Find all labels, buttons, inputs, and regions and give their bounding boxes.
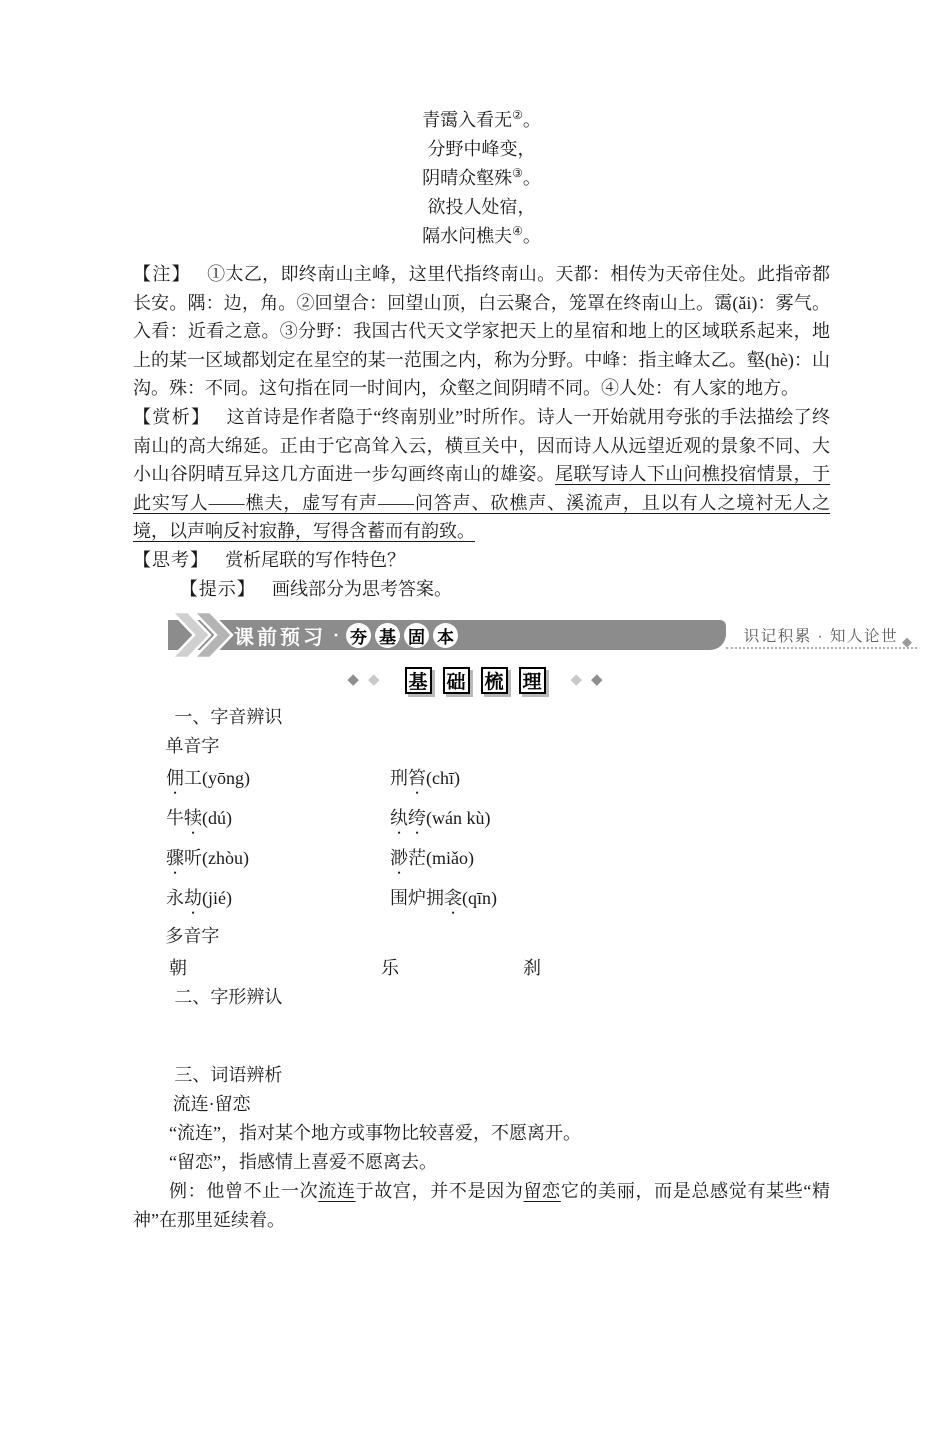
banner-right-caption: 识记积累 · 知人论世 xyxy=(743,628,898,646)
multi-sound-char: 朝 xyxy=(169,958,187,979)
phonetic-item: 刑笞(chī) xyxy=(390,768,460,789)
pinyin: (dú) xyxy=(202,808,232,829)
phonetic-item xyxy=(390,803,830,838)
hint-label: 【提示】 xyxy=(179,578,256,599)
phonetic-item: 佣工(yōng) xyxy=(166,768,250,789)
think-text: 赏析尾联的写作特色？ xyxy=(225,549,406,570)
phonetic-item: 围炉拥衾(qīn) xyxy=(390,888,497,909)
heading-char-box: 理 xyxy=(519,667,546,694)
definition-line: “留恋”，指感情上喜爱不愿离去。 xyxy=(169,1151,437,1172)
section1-title: 一、字音辨识 xyxy=(174,707,283,728)
emphasized-char: 劫 xyxy=(184,888,202,909)
multi-sound-row xyxy=(133,954,830,983)
emphasized-char: 衾 xyxy=(444,888,462,909)
notes-text: ①太乙，即终南山主峰，这里代指终南山。天都：相传为天帝住处。此指帝都长安。隅：边，角。②回望合：回望山顶，白云聚合，笼罩在终南山上。霭(ǎi)：雾气。入看：近看之意。③分野：我国古代天文学家把天上的星宿和地上的区域联系起来，地上的某一区域都划定在星空的某一范围之内，称为分野。中峰：指主峰太乙。壑(hè)：山沟。殊：不同。这句指在同一时间内，众壑之间阴晴不同。④人处：有人家的地方。 xyxy=(133,264,830,399)
banner-badge-char: 夯 xyxy=(346,623,371,648)
emphasized-char: 纨绔 xyxy=(390,808,426,829)
banner-title: 课前预习 xyxy=(234,626,326,649)
notes-paragraph xyxy=(133,260,830,403)
pinyin: (zhòu) xyxy=(202,848,249,869)
diamond-icon: ◆ xyxy=(347,672,359,689)
pinyin: (jié) xyxy=(202,888,232,909)
section-banner xyxy=(0,620,950,650)
multi-sound-char: 乐 xyxy=(381,958,399,979)
underlined-word: 流连 xyxy=(318,1181,356,1202)
banner-badge-char: 固 xyxy=(404,623,429,648)
basics-heading xyxy=(0,667,950,694)
heading-char-box: 础 xyxy=(443,667,470,694)
word-pair-label: 流连·留恋 xyxy=(172,1094,251,1115)
note-ref-mark: ③ xyxy=(512,166,523,180)
example-paragraph: 例：他曾不止一次流连于故宫，并不是因为留恋它的美丽，而是总感觉有某些“精神”在那里延续着。 xyxy=(133,1181,831,1230)
double-chevron-right-icon xyxy=(170,612,242,663)
heading-char-box: 梳 xyxy=(481,667,508,694)
emphasized-char: 佣 xyxy=(166,768,184,789)
poem-line-text: 隔水问樵夫 xyxy=(422,226,513,246)
think-label: 【思考】 xyxy=(133,549,209,570)
heading-char-box: 基 xyxy=(405,667,432,694)
banner-badge-char: 本 xyxy=(433,623,458,648)
pinyin: (wán kù) xyxy=(426,808,491,829)
phonetic-item: 牛犊(dú) xyxy=(166,808,232,829)
emphasized-char: 渺 xyxy=(390,848,408,869)
notes-label: 【注】 xyxy=(133,264,191,284)
pinyin: (yōng) xyxy=(202,768,250,789)
multi-sound-char: 刹 xyxy=(523,958,541,979)
poem-line-punct: 。 xyxy=(522,226,541,246)
pinyin: (miǎo) xyxy=(426,848,474,869)
poem-line xyxy=(133,164,830,193)
banner-title-group xyxy=(234,620,458,650)
poem-line xyxy=(133,193,830,222)
study-sections xyxy=(133,703,830,1234)
poem-line-punct: 。 xyxy=(522,168,541,188)
appreciation-label: 【赏析】 xyxy=(133,406,211,427)
diamond-icon: ◆ xyxy=(591,672,603,689)
poem-line xyxy=(133,106,830,135)
blank-area xyxy=(133,1012,830,1061)
poem-line-punct: 。 xyxy=(522,110,541,130)
section3-title: 三、词语辨析 xyxy=(174,1065,283,1086)
diamond-icon: ◆ xyxy=(570,672,583,689)
banner-dotted-rule xyxy=(726,647,917,649)
multi-sound-label: 多音字 xyxy=(165,926,220,947)
appreciation-text: 这首诗是作者隐于“终南别业”时所作。诗人一开始就用夸张的手法描绘了终南山的高大绵延。正由于它高耸入云，横亘关中，因而诗人从远望近观的景象不同、大小山谷阴晴互异这几方面进一步勾画终南山的雄姿。 xyxy=(133,406,830,485)
poem-line xyxy=(133,135,830,164)
hint-line xyxy=(133,575,830,604)
emphasized-char: 笞 xyxy=(408,768,426,789)
note-ref-mark: ② xyxy=(512,108,523,122)
diamond-icon: ◆ xyxy=(367,672,380,689)
poem-line-text: 青霭入看无 xyxy=(422,110,513,130)
poem-line-text: 欲投人处宿， xyxy=(427,197,536,217)
banner-bar xyxy=(168,620,726,650)
appreciation-underlined-answer: 尾联写诗人下山问樵投宿情景，于此实写人——樵夫，虚写有声——问答声、砍樵声、溪流声，且以有人之境衬无人之境，以声响反衬寂静，写得含蓄而有韵致。 xyxy=(133,464,831,542)
emphasized-char: 犊 xyxy=(184,808,202,829)
single-sound-grid xyxy=(133,763,830,918)
phonetic-item: 渺茫(miǎo) xyxy=(390,848,474,869)
diamond-icon: ◆ xyxy=(902,634,912,650)
section2-title: 二、字形辨认 xyxy=(174,987,283,1008)
poem-line-text: 阴晴众壑殊 xyxy=(422,168,513,188)
hint-text: 画线部分为思考答案。 xyxy=(271,578,452,599)
poem-line xyxy=(133,222,830,251)
page-content xyxy=(133,106,830,603)
banner-badges xyxy=(346,623,458,648)
phonetic-item: 永劫(jié) xyxy=(166,888,232,909)
appreciation-paragraph xyxy=(133,403,830,546)
pinyin: (qīn) xyxy=(462,888,497,909)
note-ref-mark: ④ xyxy=(512,224,523,238)
poem-block xyxy=(133,106,830,251)
think-question xyxy=(133,546,830,575)
underlined-word: 留恋 xyxy=(523,1181,561,1202)
banner-badge-char: 基 xyxy=(375,623,400,648)
poem-line-text: 分野中峰变， xyxy=(427,139,536,159)
pinyin: (chī) xyxy=(426,768,460,789)
phonetic-item: 骤听(zhòu) xyxy=(166,848,249,869)
single-sound-label: 单音字 xyxy=(165,736,220,757)
definition-line: “流连”，指对某个地方或事物比较喜爱，不愿离开。 xyxy=(169,1123,581,1144)
banner-separator-dot: · xyxy=(333,624,340,645)
emphasized-char: 骤 xyxy=(166,848,184,869)
